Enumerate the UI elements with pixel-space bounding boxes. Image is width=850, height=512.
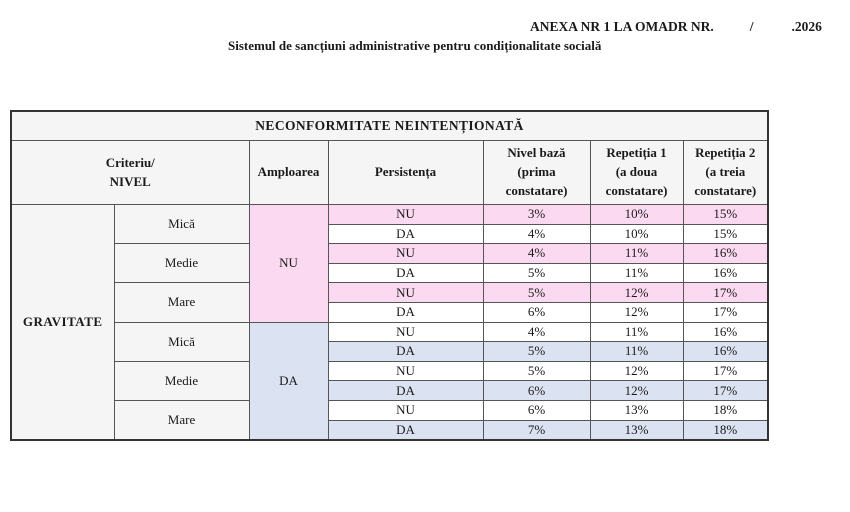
- table-row: [11, 244, 768, 264]
- repetitia1-cell: 13%: [590, 420, 683, 440]
- repetitia2-line1: Repetiția 2: [695, 145, 756, 161]
- nivel-baza-cell: 5%: [483, 361, 590, 381]
- nivel-baza-cell: 6%: [483, 302, 590, 322]
- annex-year: .2026: [791, 19, 822, 34]
- level-cell: Medie: [114, 244, 249, 283]
- persistenta-cell: DA: [328, 263, 483, 283]
- persistenta-cell: NU: [328, 205, 483, 225]
- repetitia2-cell: 16%: [683, 244, 768, 264]
- repetitia2-cell: 15%: [683, 205, 768, 225]
- col-header-amploarea: Amploarea: [249, 141, 328, 205]
- table-row: [11, 400, 768, 420]
- level-cell: Mare: [114, 283, 249, 322]
- criteriu-line2: NIVEL: [109, 173, 151, 189]
- nivel-baza-cell: 5%: [483, 263, 590, 283]
- persistenta-cell: DA: [328, 224, 483, 244]
- table-title-row: [11, 111, 768, 141]
- level-cell: Mică: [114, 205, 249, 244]
- repetitia1-cell: 12%: [590, 361, 683, 381]
- col-header-criteriu-nivel: [11, 141, 249, 205]
- persistenta-cell: DA: [328, 302, 483, 322]
- nivel-baza-line2: (prima: [517, 164, 556, 180]
- repetitia1-cell: 11%: [590, 263, 683, 283]
- repetitia2-line3: constatare): [694, 182, 757, 198]
- repetitia1-cell: 11%: [590, 322, 683, 342]
- repetitia1-cell: 11%: [590, 342, 683, 362]
- repetitia1-cell: 13%: [590, 400, 683, 420]
- nivel-baza-cell: 5%: [483, 283, 590, 303]
- table-title: NECONFORMITATE NEINTENȚIONATĂ: [11, 111, 768, 141]
- nivel-baza-cell: 7%: [483, 420, 590, 440]
- repetitia1-cell: 12%: [590, 283, 683, 303]
- repetitia2-cell: 16%: [683, 322, 768, 342]
- col-header-repetitia2: [683, 141, 768, 205]
- sanctions-table: [10, 110, 769, 441]
- criteriu-line1: Criteriu/: [105, 154, 155, 170]
- repetitia2-cell: 16%: [683, 342, 768, 362]
- col-header-nivel-baza: [483, 141, 590, 205]
- annex-slash: /: [749, 19, 754, 34]
- persistenta-cell: NU: [328, 244, 483, 264]
- level-cell: Mare: [114, 400, 249, 440]
- repetitia1-cell: 10%: [590, 205, 683, 225]
- repetitia2-cell: 17%: [683, 283, 768, 303]
- nivel-baza-line1: Nivel bază: [507, 145, 566, 161]
- nivel-baza-cell: 4%: [483, 244, 590, 264]
- repetitia1-cell: 10%: [590, 224, 683, 244]
- table-body: [11, 205, 768, 441]
- repetitia2-cell: 17%: [683, 361, 768, 381]
- repetitia2-cell: 17%: [683, 302, 768, 322]
- nivel-baza-cell: 4%: [483, 224, 590, 244]
- persistenta-cell: NU: [328, 283, 483, 303]
- repetitia1-cell: 11%: [590, 244, 683, 264]
- persistenta-cell: DA: [328, 420, 483, 440]
- repetitia2-cell: 16%: [683, 263, 768, 283]
- repetitia1-line3: constatare): [605, 182, 668, 198]
- table-row: [11, 361, 768, 381]
- repetitia1-cell: 12%: [590, 381, 683, 401]
- amploarea-cell: DA: [249, 322, 328, 440]
- persistenta-cell: NU: [328, 361, 483, 381]
- nivel-baza-cell: 6%: [483, 381, 590, 401]
- nivel-baza-cell: 5%: [483, 342, 590, 362]
- repetitia1-cell: 12%: [590, 302, 683, 322]
- repetitia1-line2: (a doua: [615, 164, 658, 180]
- repetitia2-cell: 15%: [683, 224, 768, 244]
- persistenta-cell: DA: [328, 381, 483, 401]
- level-cell: Medie: [114, 361, 249, 400]
- col-header-repetitia1: [590, 141, 683, 205]
- repetitia2-line2: (a treia: [705, 164, 746, 180]
- annex-label: ANEXA NR 1 LA OMADR NR.: [530, 19, 714, 34]
- nivel-baza-cell: 6%: [483, 400, 590, 420]
- table-row: [11, 322, 768, 342]
- table-header-row: [11, 141, 768, 205]
- repetitia1-line1: Repetiția 1: [606, 145, 667, 161]
- amploarea-cell: NU: [249, 205, 328, 323]
- document-title: Sistemul de sancțiuni administrative pentru condiționalitate socială: [228, 38, 602, 53]
- persistenta-cell: NU: [328, 322, 483, 342]
- level-cell: Mică: [114, 322, 249, 361]
- table-row: [11, 283, 768, 303]
- nivel-baza-cell: 3%: [483, 205, 590, 225]
- nivel-baza-line3: constatare): [505, 182, 568, 198]
- table-row: [11, 205, 768, 225]
- persistenta-cell: NU: [328, 400, 483, 420]
- repetitia2-cell: 18%: [683, 420, 768, 440]
- persistenta-cell: DA: [328, 342, 483, 362]
- repetitia2-cell: 17%: [683, 381, 768, 401]
- annex-reference: [530, 19, 822, 35]
- repetitia2-cell: 18%: [683, 400, 768, 420]
- nivel-baza-cell: 4%: [483, 322, 590, 342]
- col-header-persistenta: Persistența: [328, 141, 483, 205]
- gravitate-cell: GRAVITATE: [11, 205, 114, 441]
